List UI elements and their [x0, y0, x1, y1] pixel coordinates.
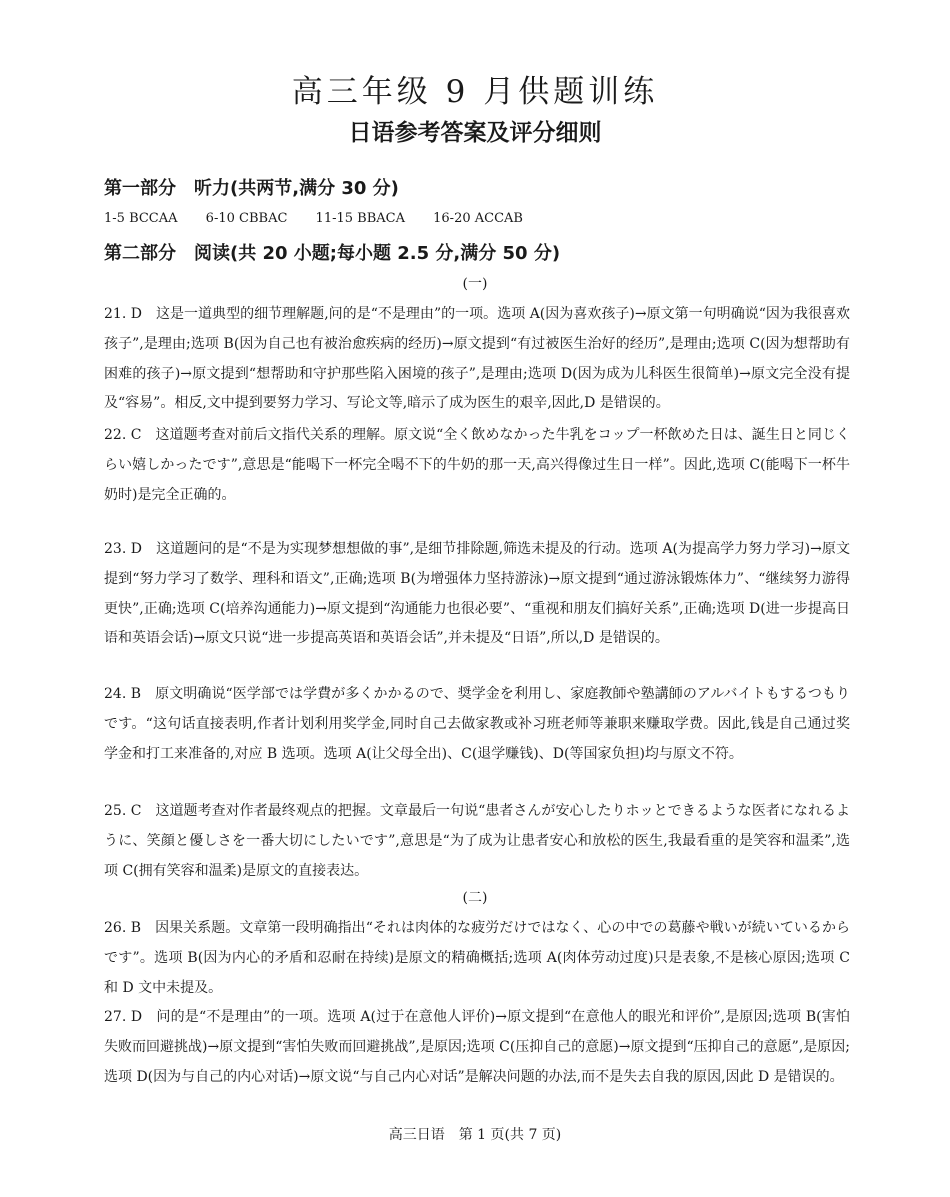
- answer-group: 1-5 BCCAA: [104, 211, 178, 226]
- question-24: [104, 680, 850, 769]
- question-explanation: 原文明确说“医学部では学費が多くかかるので、奨学金を利用し、家庭教師や塾講師のアルバイトもするつもりです。“这句话直接表明,作者计划利用奖学金,同时自己去做家教或补习班老师等兼职来赚取学费。因此,钱是自己通过奖学金和打工来准备的,对应 B 选项。选项 A(让父母全出)、C(退学赚钱)、D(等国家负担)均与原文不符。: [104, 686, 850, 762]
- question-explanation: 这道题考查对作者最终观点的把握。文章最后一句说“患者さんが安心したりホッとできるような医者になれるように、笑顔と優しさを一番大切にしたいです”,意思是“为了成为让患者安心和放松的医生,我最看重的是笑容和温柔”,选项 C(拥有笑容和温柔)是原文的直接表达。: [104, 803, 851, 879]
- question-number: 24. B: [104, 686, 142, 702]
- question-22: [104, 421, 850, 510]
- question-number: 23. D: [104, 541, 143, 557]
- question-number: 22. C: [104, 427, 142, 443]
- part-two-heading: 第二部分 阅读(共 20 小题;每小题 2.5 分,满分 50 分): [104, 243, 561, 264]
- part-one-heading: 第一部分 听力(共两节,满分 30 分): [104, 178, 399, 199]
- page-title: 高三年级 9 月供题训练: [291, 74, 659, 110]
- answer-group: 11-15 BBACA: [315, 211, 405, 226]
- page-subtitle: 日语参考答案及评分细则: [348, 120, 602, 146]
- page-footer: 高三日语 第 1 页(共 7 页): [388, 1127, 562, 1143]
- question-explanation: 这是一道典型的细节理解题,问的是“不是理由”的一项。选项 A(因为喜欢孩子)→原文第一句明确说“因为我很喜欢孩子”,是理由;选项 B(因为自己也有被治愈疾病的经历)→原文提到“有过被医生治好的经历”,是理由;选项 C(因为想帮助有困难的孩子)→原文提到“想帮助和守护那些陷入困境的孩子”,是理由;选项 D(因为成为儿科医生很简单)→原文完全没有提及“容易”。相反,文中提到要努力学习、写论文等,暗示了成为医生的艰辛,因此,D 是错误的。: [104, 306, 850, 412]
- question-explanation: 问的是“不是理由”的一项。选项 A(过于在意他人评价)→原文提到“在意他人的眼光和评价”,是原因;选项 B(害怕失败而回避挑战)→原文提到“害怕失败而回避挑战”,是原因;选项 C(压抑自己的意愿)→原文提到“压抑自己的意愿”,是原因;选项 D(因为与自己的内心对话)→原文说“与自己内心对话”是解决问题的办法,而不是失去自我的原因,因此 D 是错误的。: [104, 1009, 850, 1085]
- question-21: [104, 300, 850, 419]
- question-number: 25. C: [104, 803, 142, 819]
- answer-group: 16-20 ACCAB: [433, 211, 523, 226]
- listening-answers: [104, 209, 547, 229]
- section-two-label: (二): [462, 890, 488, 906]
- section-one-label: (一): [462, 276, 488, 292]
- question-number: 21. D: [104, 306, 142, 322]
- question-number: 27. D: [104, 1009, 143, 1025]
- question-explanation: 这道题问的是“不是为实现梦想想做的事”,是细节排除题,筛选未提及的行动。选项 A(为提高学力努力学习)→原文提到“努力学习了数学、理科和语文”,正确;选项 B(为增强体力坚持游泳)→原文提到“通过游泳锻炼体力”、“继续努力游得更快”,正确;选项 C(培养沟通能力)→原文提到“沟通能力也很必要”、“重视和朋友们搞好关系”,正确;选项 D(进一步提高日语和英语会话)→原文只说“进一步提高英语和英语会话”,并未提及“日语”,所以,D 是错误的。: [104, 541, 850, 647]
- question-23: [104, 535, 850, 654]
- question-explanation: 因果关系题。文章第一段明确指出“それは肉体的な疲労だけではなく、心の中での葛藤や戦いが続いているからです”。选项 B(因为内心的矛盾和忍耐在持续)是原文的精确概括;选项 A(肉体劳动过度)只是表象,不是核心原因;选项 C 和 D 文中未提及。: [104, 920, 850, 996]
- question-26: [104, 914, 850, 1003]
- question-25: [104, 797, 850, 886]
- answer-group: 6-10 CBBAC: [205, 211, 288, 226]
- question-27: [104, 1003, 850, 1092]
- question-number: 26. B: [104, 920, 142, 936]
- question-explanation: 这道题考查对前后文指代关系的理解。原文说“全く飲めなかった牛乳をコップ一杯飲めた日は、誕生日と同じくらい嬉しかったです”,意思是“能喝下一杯完全喝不下的牛奶的那一天,高兴得像过生日一样”。因此,选项 C(能喝下一杯牛奶时)是完全正确的。: [104, 427, 850, 503]
